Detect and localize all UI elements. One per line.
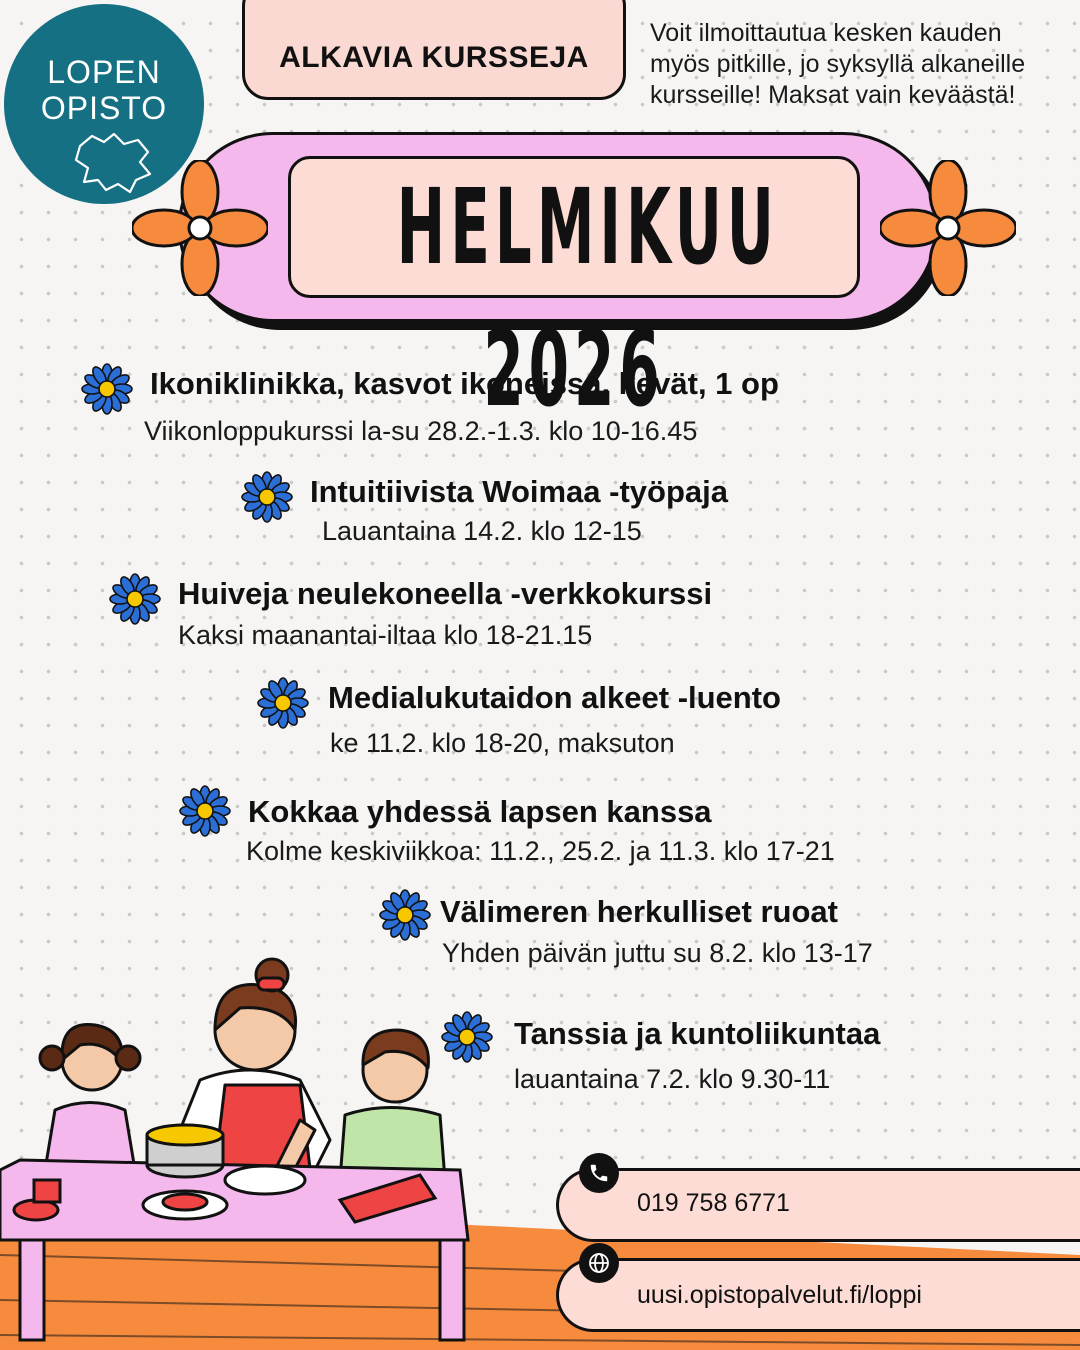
starting-courses-label: ALKAVIA KURSSEJA <box>279 41 589 74</box>
info-line: kursseille! Maksat vain keväästä! <box>650 81 1016 109</box>
course-description: Viikonloppukurssi la-su 28.2.-1.3. klo 10-16.45 <box>144 416 698 446</box>
phone-icon <box>579 1153 619 1193</box>
course-title: Tanssia ja kuntoliikuntaa <box>514 1016 881 1051</box>
blue-flower-icon <box>80 362 134 416</box>
orange-flower-icon <box>132 160 268 296</box>
course-title: Välimeren herkulliset ruoat <box>440 894 838 929</box>
starting-courses-badge <box>242 0 626 100</box>
course-title: Medialukutaidon alkeet -luento <box>328 680 781 715</box>
blue-flower-icon <box>240 470 294 524</box>
website-link[interactable]: uusi.opistopalvelut.fi/loppi <box>637 1281 922 1309</box>
course-description: ke 11.2. klo 18-20, maksuton <box>330 728 675 758</box>
page-title: HELMIKUU 2026 <box>396 166 779 430</box>
orange-flower-icon <box>880 160 1016 296</box>
course-description: lauantaina 7.2. klo 9.30-11 <box>514 1064 831 1094</box>
course-description: Kaksi maanantai-iltaa klo 18-21.15 <box>178 620 593 650</box>
course-description: Yhden päivän juttu su 8.2. klo 13-17 <box>442 938 873 968</box>
info-text <box>650 18 1070 111</box>
blue-flower-icon <box>256 676 310 730</box>
course-title: Kokkaa yhdessä lapsen kanssa <box>248 794 712 829</box>
info-line: myös pitkille, jo syksyllä alkaneille <box>650 50 1026 78</box>
course-title: Huiveja neulekoneella -verkkokurssi <box>178 576 713 611</box>
course-title: Ikoniklinikka, kasvot ikoneissa, kevät, 1 op <box>150 366 779 401</box>
phone-pill[interactable] <box>556 1168 1080 1242</box>
course-description: Lauantaina 14.2. klo 12-15 <box>322 516 642 546</box>
info-line: Voit ilmoittautua kesken kauden <box>650 19 1002 47</box>
course-title: Intuitiivista Woimaa -työpaja <box>310 474 729 509</box>
logo-line-2: OPISTO <box>40 90 168 126</box>
family-cooking-illustration <box>0 880 480 1350</box>
logo-line-1: LOPEN <box>47 54 161 90</box>
blue-flower-icon <box>108 572 162 626</box>
course-description: Kolme keskiviikkoa: 11.2., 25.2. ja 11.3. klo 17-21 <box>246 836 835 866</box>
website-pill[interactable] <box>556 1258 1080 1332</box>
globe-icon <box>579 1243 619 1283</box>
phone-number: 019 758 6771 <box>637 1189 790 1217</box>
blue-flower-icon <box>178 784 232 838</box>
